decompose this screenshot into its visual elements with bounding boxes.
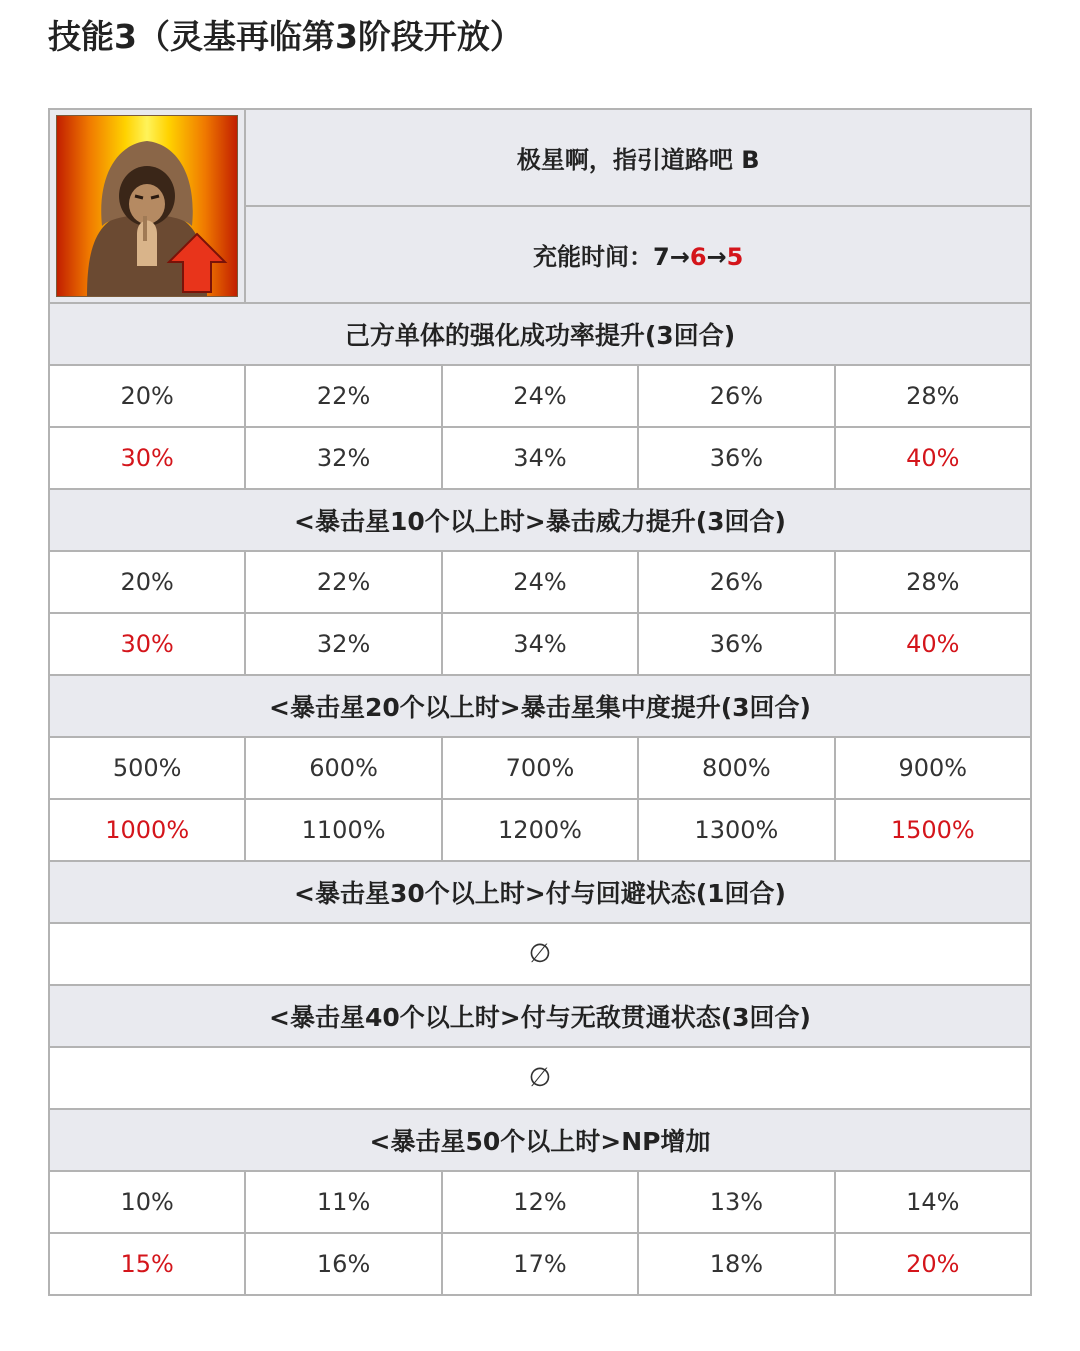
effect-value: 34% bbox=[442, 613, 638, 675]
effect-value: 500% bbox=[49, 737, 245, 799]
effect-value: 1500% bbox=[835, 799, 1031, 861]
effect-value: 900% bbox=[835, 737, 1031, 799]
effect-value: 14% bbox=[835, 1171, 1031, 1233]
hooded-figure-skill-icon bbox=[56, 115, 238, 297]
effect-value: 22% bbox=[245, 551, 441, 613]
effect-value: 36% bbox=[638, 613, 834, 675]
empty-value: ∅ bbox=[49, 1047, 1031, 1109]
effect-value: 32% bbox=[245, 427, 441, 489]
effect-value: 26% bbox=[638, 551, 834, 613]
effect-value: 26% bbox=[638, 365, 834, 427]
cooldown-arrow: → bbox=[669, 243, 690, 271]
effect-value: 18% bbox=[638, 1233, 834, 1295]
effect-value: 24% bbox=[442, 551, 638, 613]
effect-value: 1100% bbox=[245, 799, 441, 861]
effect-header: <暴击星10个以上时>暴击威力提升(3回合) bbox=[49, 489, 1031, 551]
cooldown-label: 充能时间： bbox=[533, 243, 654, 271]
effect-value: 40% bbox=[835, 427, 1031, 489]
effect-header: <暴击星30个以上时>付与回避状态(1回合) bbox=[49, 861, 1031, 923]
effect-value: 15% bbox=[49, 1233, 245, 1295]
page-title: 技能3（灵基再临第3阶段开放） bbox=[48, 17, 523, 56]
effect-value: 34% bbox=[442, 427, 638, 489]
skill-table bbox=[48, 108, 1032, 1296]
effect-value: 30% bbox=[49, 613, 245, 675]
effect-value: 1000% bbox=[49, 799, 245, 861]
effect-value: 28% bbox=[835, 365, 1031, 427]
effect-value: 36% bbox=[638, 427, 834, 489]
effect-value: 11% bbox=[245, 1171, 441, 1233]
effect-header: <暴击星20个以上时>暴击星集中度提升(3回合) bbox=[49, 675, 1031, 737]
effect-value: 13% bbox=[638, 1171, 834, 1233]
cooldown-cell bbox=[245, 206, 1031, 303]
effect-value: 1300% bbox=[638, 799, 834, 861]
effect-value: 32% bbox=[245, 613, 441, 675]
cooldown-value-2: 6 bbox=[689, 243, 707, 271]
skill-name: 极星啊，指引道路吧 B bbox=[245, 109, 1031, 206]
effect-header: 己方单体的强化成功率提升(3回合) bbox=[49, 303, 1031, 365]
effect-value: 16% bbox=[245, 1233, 441, 1295]
effect-value: 20% bbox=[835, 1233, 1031, 1295]
effect-value: 20% bbox=[49, 551, 245, 613]
effect-header: <暴击星40个以上时>付与无敌贯通状态(3回合) bbox=[49, 985, 1031, 1047]
effect-value: 24% bbox=[442, 365, 638, 427]
effect-value: 40% bbox=[835, 613, 1031, 675]
cooldown-value-1: 7 bbox=[653, 243, 670, 271]
effect-value: 22% bbox=[245, 365, 441, 427]
effect-value: 17% bbox=[442, 1233, 638, 1295]
cooldown-arrow: → bbox=[706, 243, 727, 271]
effect-value: 800% bbox=[638, 737, 834, 799]
effect-value: 12% bbox=[442, 1171, 638, 1233]
effect-value: 28% bbox=[835, 551, 1031, 613]
cooldown-value-3: 5 bbox=[726, 243, 744, 271]
effect-value: 1200% bbox=[442, 799, 638, 861]
effect-value: 20% bbox=[49, 365, 245, 427]
effect-value: 600% bbox=[245, 737, 441, 799]
effect-value: 10% bbox=[49, 1171, 245, 1233]
skill-icon-cell bbox=[49, 109, 245, 303]
empty-value: ∅ bbox=[49, 923, 1031, 985]
effect-value: 700% bbox=[442, 737, 638, 799]
effect-value: 30% bbox=[49, 427, 245, 489]
effect-header: <暴击星50个以上时>NP增加 bbox=[49, 1109, 1031, 1171]
